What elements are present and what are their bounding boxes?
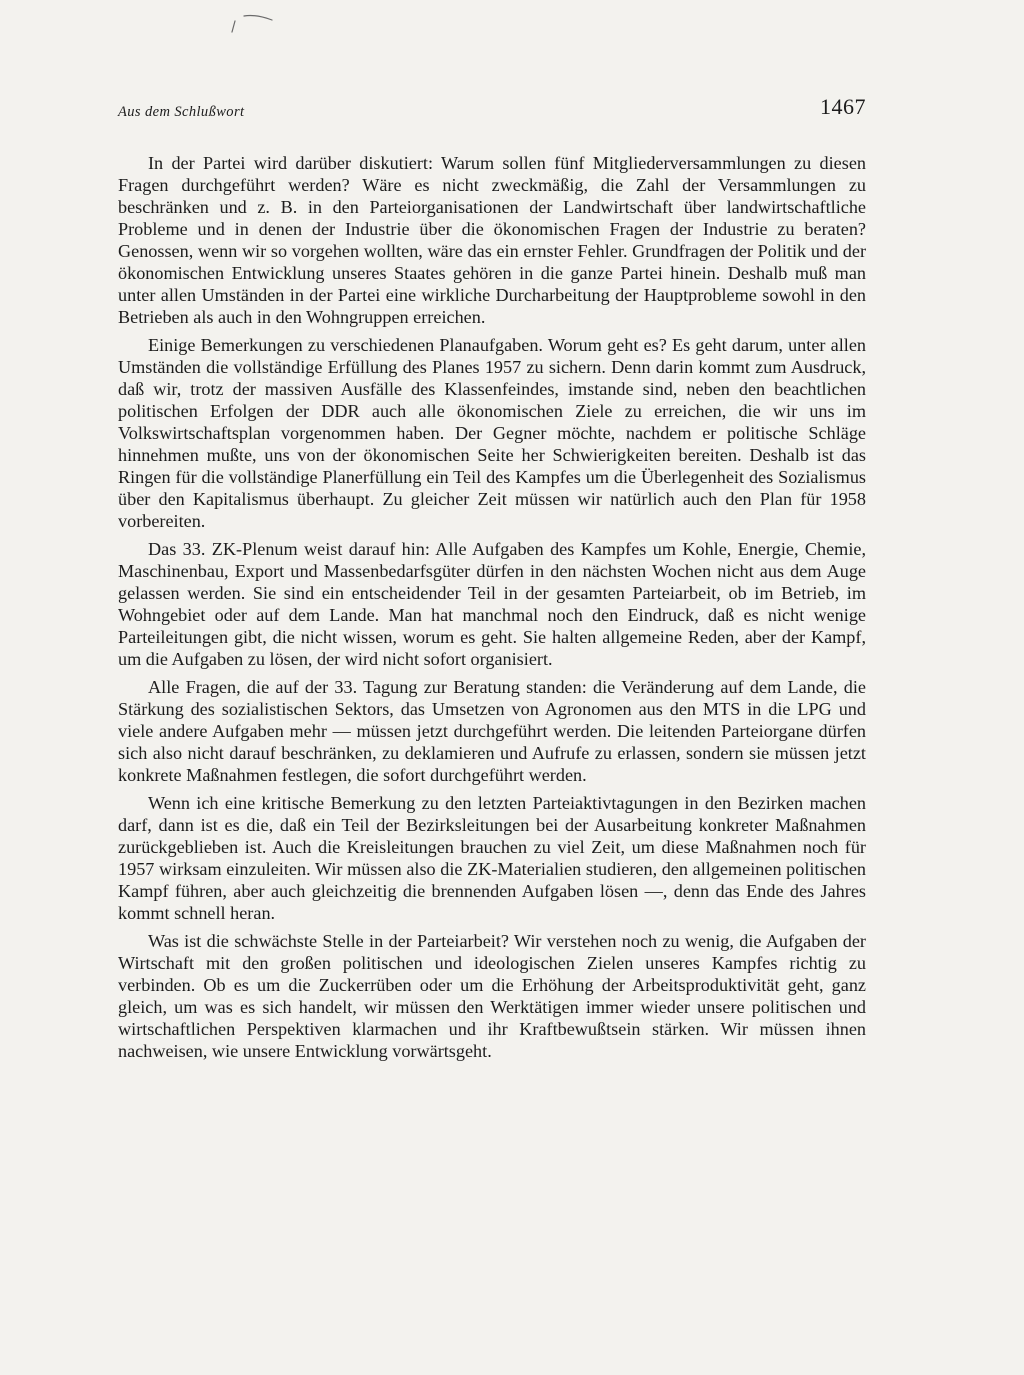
paragraph: Was ist die schwächste Stelle in der Parteiarbeit? Wir verstehen noch zu wenig, die Aufgaben der Wirtschaft mit den großen politischen und ideologischen Zielen unseres Kampfes richtig zu verbinden. Ob es um die Zuckerrüben oder um die Erhöhung der Arbeitsproduktivität geht, ganz gleich, um was es sich handelt, wir müssen den Werktätigen immer wieder unsere politischen und wirtschaftlichen Perspektiven klarmachen und ihr Kraftbewußtsein stärken. Wir müssen ihnen nachweisen, wie unsere Entwicklung vorwärtsgeht. xyxy=(118,931,866,1061)
page-number: 1467 xyxy=(820,94,866,119)
paragraph: Das 33. ZK-Plenum weist darauf hin: Alle Aufgaben des Kampfes um Kohle, Energie, Chemie, Maschinenbau, Export und Massenbedarfsgüter dürfen in den nächsten Wochen nicht aus dem Auge gelassen werden. Sie sind ein entscheidender Teil in der gesamten Parteiarbeit, ob im Betrieb, im Wohngebiet oder auf dem Lande. Man hat manchmal noch den Eindruck, daß es nicht wenige Parteileitungen gibt, die nicht wissen, worum es geht. Sie halten allgemeine Reden, aber der Kampf, um die Aufgaben zu lösen, der wird nicht sofort organisiert. xyxy=(118,539,866,669)
paragraph: Wenn ich eine kritische Bemerkung zu den letzten Parteiaktivtagungen in den Bezirken machen darf, dann ist es die, daß ein Teil der Bezirksleitungen bei der Ausarbeitung konkreter Maßnahmen zurückgeblieben ist. Auch die Kreisleitungen brauchen zu viel Zeit, um diese Maßnahmen noch für 1957 wirksam einzuleiten. Wir müssen also die ZK-Materialien studieren, den allgemeinen politischen Kampf führen, aber auch gleichzeitig die brennenden Aufgaben lösen —, denn das Ende des Jahres kommt schnell heran. xyxy=(118,793,866,923)
page-header xyxy=(118,94,866,130)
paragraph: In der Partei wird darüber diskutiert: Warum sollen fünf Mitgliederversammlungen zu diesen Fragen durchgeführt werden? Wäre es nicht zweckmäßig, die Zahl der Versammlungen zu beschränken und z. B. in den Parteiorganisationen der Landwirtschaft über landwirtschaftliche Probleme und in denen der Industrie über die ökonomischen Fragen der Industrie zu beraten? Genossen, wenn wir so vorgehen wollten, wäre das ein ernster Fehler. Grundfragen der Politik und der ökonomischen Entwicklung unseres Staates gehören in die ganze Partei hinein. Deshalb muß man unter allen Umständen in der Partei eine wirkliche Durcharbeitung der Hauptprobleme sowohl in den Betrieben als auch in den Wohngruppen erreichen. xyxy=(118,153,866,327)
running-head: Aus dem Schlußwort xyxy=(118,104,245,120)
body-text xyxy=(118,152,866,1062)
paragraph: Alle Fragen, die auf der 33. Tagung zur Beratung standen: die Veränderung auf dem Lande, die Stärkung des sozialistischen Sektors, das Umsetzen von Agronomen aus den MTS in die LPG und viele andere Aufgaben mehr — müssen jetzt durchgeführt werden. Die leitenden Parteiorgane dürfen sich also nicht darauf beschränken, zu deklamieren und Aufrufe zu erlassen, sondern sie müssen jetzt konkrete Maßnahmen festlegen, die sofort durchgeführt werden. xyxy=(118,677,866,785)
pen-stroke-mark xyxy=(226,12,276,36)
paragraph: Einige Bemerkungen zu verschiedenen Planaufgaben. Worum geht es? Es geht darum, unter allen Umständen die vollständige Erfüllung des Planes 1957 zu sichern. Denn darin kommt zum Ausdruck, daß wir, trotz der massiven Ausfälle des Klassenfeindes, imstande sind, neben den beachtlichen politischen Erfolgen der DDR auch alle ökonomischen Ziele zu erreichen, die wir uns im Volkswirtschaftsplan vorgenommen haben. Der Gegner möchte, nachdem er politische Schläge hinnehmen mußte, uns von der ökonomischen Seite her Schwierigkeiten bereiten. Deshalb ist das Ringen für die vollständige Planerfüllung ein Teil des Kampfes um die Überlegenheit des Sozialismus über den Kapitalismus überhaupt. Zu gleicher Zeit müssen wir natürlich auch den Plan für 1958 vorbereiten. xyxy=(118,335,866,531)
